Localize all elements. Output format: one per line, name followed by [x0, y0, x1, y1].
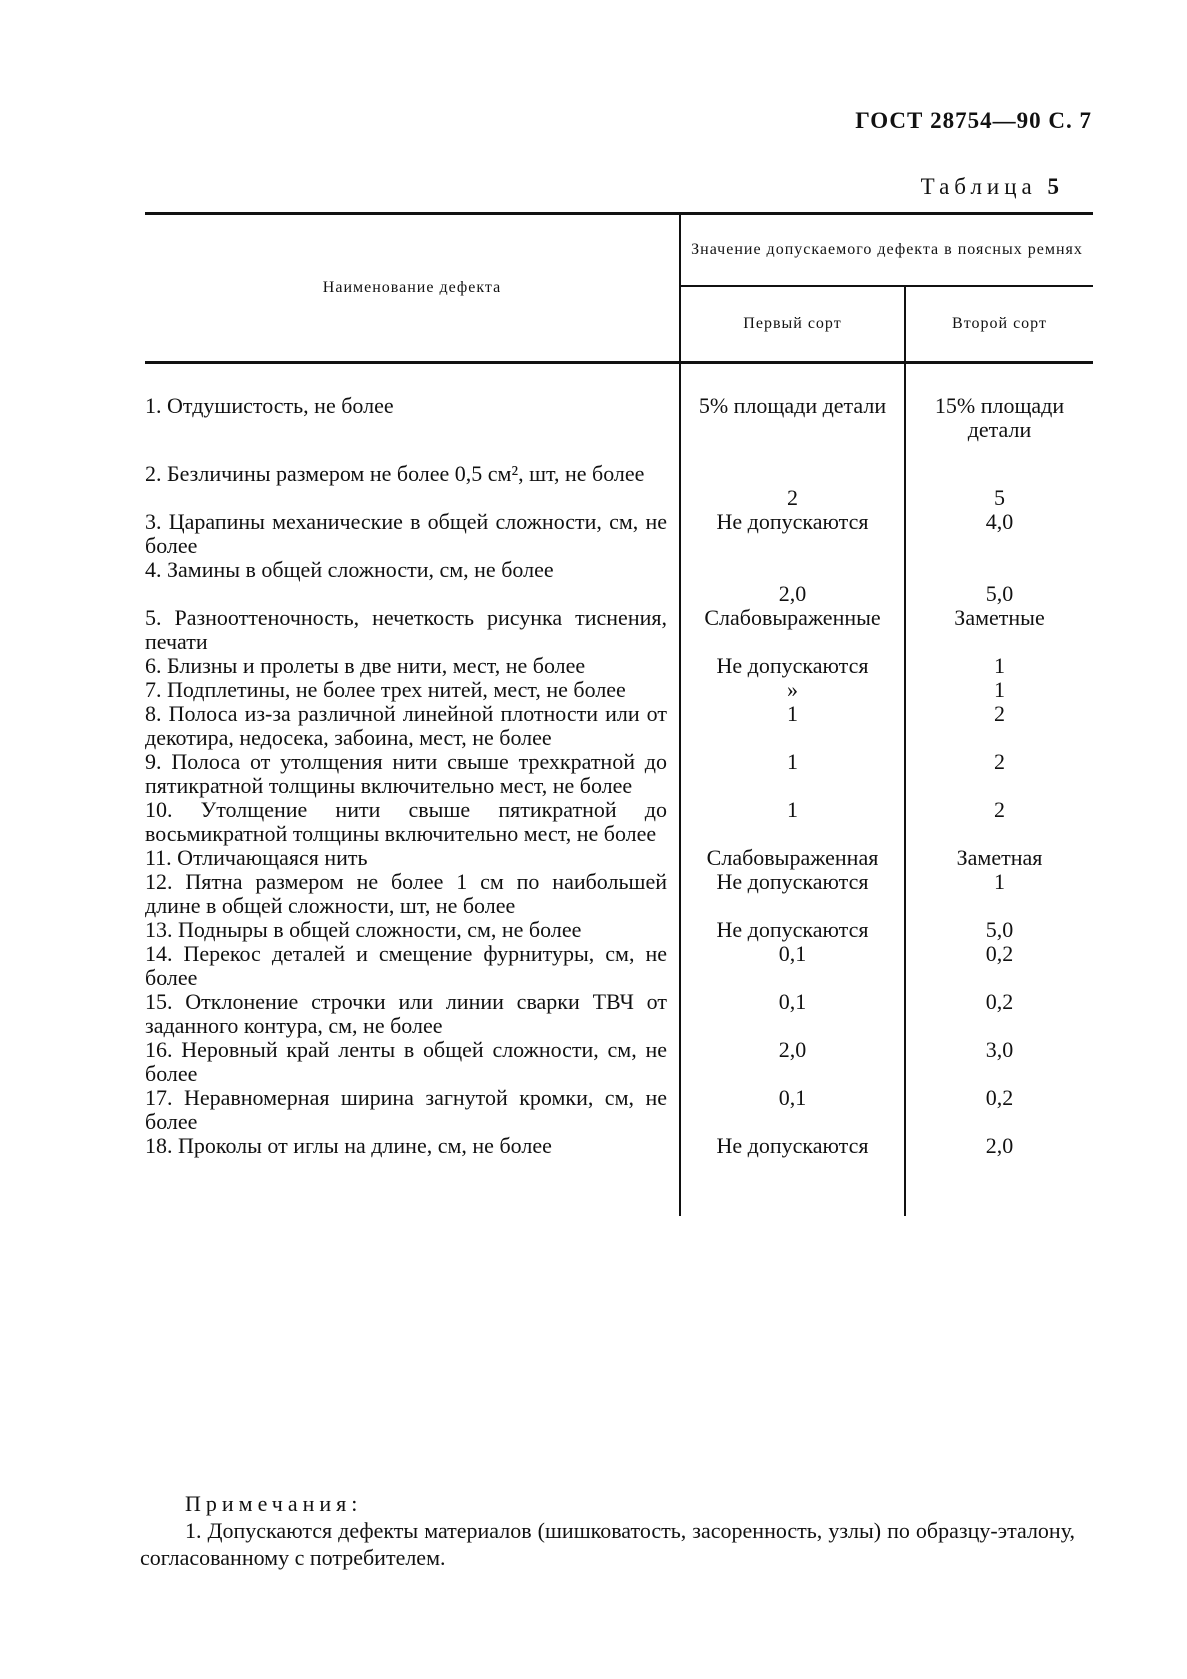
- first-grade-value: Не допускаются: [680, 870, 905, 918]
- first-grade-value: 1: [680, 798, 905, 846]
- first-grade-value: 0,1: [680, 1086, 905, 1134]
- second-grade-value: 5,0: [985, 581, 1014, 606]
- defect-name: 15. Отклонение строчки или линии сварки ТВЧ от заданного контура, см, не более: [145, 990, 680, 1038]
- notes-title: Примечания:: [185, 1491, 363, 1516]
- table-row: [145, 1134, 1093, 1216]
- first-grade-value: Не допускаются: [680, 1134, 905, 1216]
- second-grade-value: Заметные: [954, 605, 1045, 630]
- first-grade-value: 5% площади детали: [680, 363, 905, 443]
- first-grade-value: 2,0: [680, 558, 905, 606]
- second-grade-value: 0,2: [985, 941, 1014, 966]
- second-grade-value: Заметная: [956, 845, 1043, 870]
- first-grade-value: Слабовыраженная: [680, 846, 905, 870]
- first-grade-value: Не допускаются: [680, 510, 905, 558]
- second-grade-value: 2: [994, 797, 1005, 822]
- second-grade-value: 1: [994, 677, 1005, 702]
- note-item: 1. Допускаются дефекты материалов (шишковатость, засоренность, узлы) по образцу-эталону, согласованному с потребителем.: [140, 1518, 1075, 1570]
- first-grade-value: 1: [680, 750, 905, 798]
- second-grade-value: 3,0: [985, 1037, 1014, 1062]
- first-grade-value: 2,0: [680, 1038, 905, 1086]
- column-header-first-grade: Первый сорт: [680, 286, 905, 363]
- table-row: [145, 702, 1093, 750]
- first-grade-value: 2: [680, 442, 905, 510]
- defect-name: 11. Отличающаяся нить: [145, 846, 680, 870]
- table-row: [145, 870, 1093, 918]
- table-row: [145, 678, 1093, 702]
- defect-name: 14. Перекос деталей и смещение фурнитуры, см, не более: [145, 942, 680, 990]
- second-grade-value: 1: [994, 653, 1005, 678]
- defect-name: 6. Близны и пролеты в две нити, мест, не более: [145, 654, 680, 678]
- first-grade-value: Не допускаются: [680, 654, 905, 678]
- first-grade-value: Слабовыраженные: [680, 606, 905, 654]
- defect-name: 2. Безличины размером не более 0,5 см², шт, не более: [145, 442, 680, 510]
- first-grade-value: 0,1: [680, 990, 905, 1038]
- defect-name: 8. Полоса из-за различной линейной плотности или от декотира, недосека, забоина, мест, не более: [145, 702, 680, 750]
- first-grade-value: »: [680, 678, 905, 702]
- table-row: [145, 1086, 1093, 1134]
- table-row: [145, 510, 1093, 558]
- defect-name: 13. Подныры в общей сложности, см, не более: [145, 918, 680, 942]
- table-caption-number: 5: [1047, 174, 1059, 199]
- table-caption: [921, 174, 1059, 200]
- table-row: [145, 363, 1093, 443]
- defect-name: 9. Полоса от утолщения нити свыше трехкратной до пятикратной толщины включительно мест, не более: [145, 750, 680, 798]
- first-grade-value: Не допускаются: [680, 918, 905, 942]
- table-row: [145, 750, 1093, 798]
- second-grade-value: 2,0: [985, 1133, 1014, 1158]
- table-row: [145, 798, 1093, 846]
- second-grade-value: 0,2: [985, 989, 1014, 1014]
- second-grade-value: 2: [994, 749, 1005, 774]
- document-reference: ГОСТ 28754—90 С. 7: [855, 108, 1092, 133]
- defect-name: 16. Неровный край ленты в общей сложности, см, не более: [145, 1038, 680, 1086]
- second-grade-value: 1: [994, 869, 1005, 894]
- second-grade-value: 2: [994, 701, 1005, 726]
- defect-name: 7. Подплетины, не более трех нитей, мест, не более: [145, 678, 680, 702]
- column-header-allowed-value: Значение допускаемого дефекта в поясных ремнях: [680, 214, 1093, 287]
- defect-name: 4. Замины в общей сложности, см, не более: [145, 558, 680, 606]
- defect-name: 3. Царапины механические в общей сложности, см, не более: [145, 510, 680, 558]
- table-row: [145, 918, 1093, 942]
- defect-name: 12. Пятна размером не более 1 см по наибольшей длине в общей сложности, шт, не более: [145, 870, 680, 918]
- column-header-second-grade: Второй сорт: [905, 286, 1093, 363]
- defect-name: 1. Отдушистость, не более: [145, 363, 680, 443]
- table-row: [145, 990, 1093, 1038]
- table-row: [145, 654, 1093, 678]
- first-grade-value: 1: [680, 702, 905, 750]
- table-row: [145, 846, 1093, 870]
- column-header-defect-name: Наименование дефекта: [145, 214, 680, 363]
- defect-name: 5. Разнооттеночность, нечеткость рисунка тиснения, печати: [145, 606, 680, 654]
- table-head: [145, 214, 1093, 363]
- table-caption-word: Таблица: [920, 174, 1037, 199]
- table-body: [145, 363, 1093, 1217]
- table-row: [145, 1038, 1093, 1086]
- defect-name: 18. Проколы от иглы на длине, см, не более: [145, 1134, 680, 1216]
- first-grade-value: 0,1: [680, 942, 905, 990]
- table-row: [145, 942, 1093, 990]
- defect-name: 17. Неравномерная ширина загнутой кромки, см, не более: [145, 1086, 680, 1134]
- second-grade-value: 0,2: [985, 1085, 1014, 1110]
- second-grade-value: 15% площади детали: [934, 393, 1065, 442]
- second-grade-value: 5,0: [985, 917, 1014, 942]
- defect-name: 10. Утолщение нити свыше пятикратной до восьмикратной толщины включительно мест, не более: [145, 798, 680, 846]
- second-grade-value: 5: [994, 485, 1005, 510]
- table-row: [145, 442, 1093, 510]
- table-row: [145, 558, 1093, 606]
- second-grade-value: 4,0: [985, 509, 1014, 534]
- notes-section: [140, 1490, 1075, 1571]
- defect-table: [145, 212, 1093, 1216]
- page-header: [855, 108, 1092, 134]
- table-row: [145, 606, 1093, 654]
